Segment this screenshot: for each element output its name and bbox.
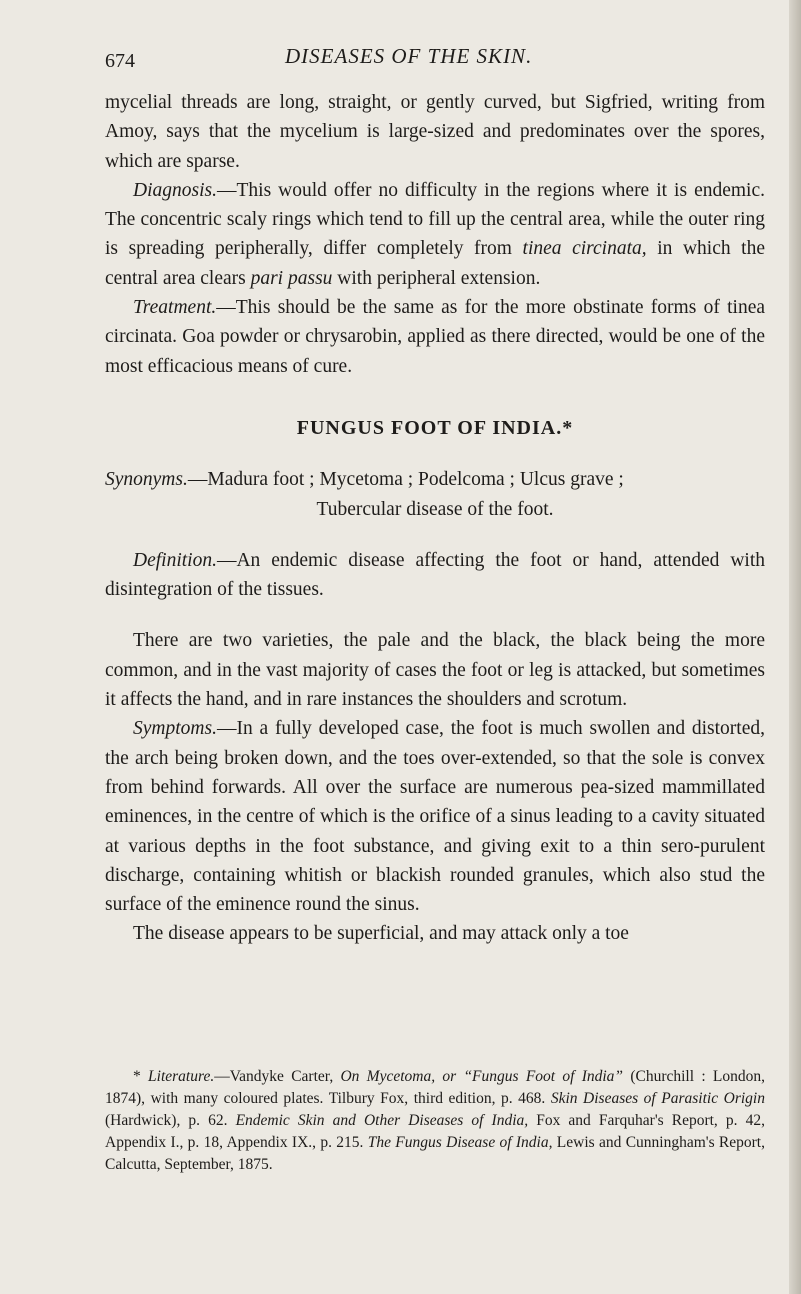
footnote-marker: * [133, 1068, 149, 1085]
footnote-title-fungus: The Fungus Disease of India, [367, 1134, 553, 1151]
definition-label: Definition. [133, 549, 217, 571]
synonyms-line [105, 465, 765, 494]
footnote-text-1: —Vandyke Carter, [214, 1068, 341, 1085]
diagnosis-text-1: —This would offer no difficulty in the regions where it is endemic. The concentric scaly rings which tend to fill up the central area, while the outer ring is spreading peripherally, differ completely from [105, 179, 765, 260]
diagnosis-pari-passu: pari passu [250, 267, 333, 289]
footnote-text-5: Lewis and Cunningham's Report, Calcutta, September, 1875. [105, 1134, 765, 1173]
diagnosis-text-3: with peripheral extension. [332, 267, 541, 289]
synonyms-text: —Madura foot ; Mycetoma ; Podelcoma ; Ulcus grave ; [187, 469, 624, 491]
closing-paragraph: The disease appears to be superficial, and may attack only a toe [133, 923, 629, 945]
page-number: 674 [105, 50, 135, 72]
synonyms-label: Synonyms. [105, 469, 188, 491]
diagnosis-label: Diagnosis. [133, 179, 217, 201]
footnote-title-carter: On Mycetoma, or “Fungus Foot of India” [340, 1068, 624, 1085]
footnote-text-4: Fox and Farquhar's Report, p. 42, Appendix I., p. 18, Appendix IX., p. 215. [105, 1112, 765, 1151]
footnote-title-endemic: Endemic Skin and Other Diseases of India, [235, 1112, 529, 1129]
symptoms-paragraph [105, 714, 765, 919]
running-title: DISEASES OF THE SKIN. [285, 44, 533, 68]
symptoms-label: Symptoms. [133, 718, 217, 740]
footnote [105, 1066, 765, 1176]
diagnosis-tinea: tinea circinata, [522, 238, 647, 260]
definition-text: —An endemic disease affecting the foot or hand, attended with disintegration of the tissues. [105, 549, 765, 601]
treatment-paragraph [105, 293, 765, 381]
page-header [105, 44, 765, 74]
synonyms-paragraph [105, 465, 765, 524]
page-edge [789, 0, 801, 1294]
footnote-title-fox: Skin Diseases of Parasitic Origin [550, 1090, 765, 1107]
definition-paragraph [105, 546, 765, 605]
synonyms-continuation: Tubercular disease of the foot. [316, 498, 554, 520]
symptoms-text: —In a fully developed case, the foot is much swollen and distorted, the arch being broken down, and the toes over-extended, so that the sole is convex from behind forwards. All over the surface are numerous pea-sized mammillated eminences, in the centre of which is the orifice of a sinus leading to a cavity situated at various depths in the foot substance, and giving exit to a thin sero-purulent discharge, containing whitish or blackish rounded granules, which also stud the surface of the eminence round the sinus. [105, 718, 765, 916]
intro-paragraph: mycelial threads are long, straight, or gently curved, but Sigfried, writing from Amoy, says that the mycelium is large-sized and predominates over the spores, which are sparse. [105, 92, 765, 172]
section-heading: FUNGUS FOOT OF INDIA.* [296, 416, 574, 439]
varieties-paragraph: There are two varieties, the pale and the black, the black being the more common, and in the vast majority of cases the foot or leg is attacked, but sometimes it affects the hand, and in rare instances the shoulders and scrotum. [105, 630, 765, 711]
treatment-text: —This should be the same as for the more obstinate forms of tinea circinata. Goa powder or chrysarobin, applied as there directed, would be one of the most efficacious means of cure. [105, 297, 765, 377]
body-text [105, 88, 765, 949]
diagnosis-paragraph [105, 176, 765, 293]
diagnosis-text-2: in which the central area clears [105, 238, 766, 289]
footnote-paragraph [105, 1066, 765, 1176]
treatment-label: Treatment. [133, 297, 217, 319]
footnote-text-3: (Hardwick), p. 62. [105, 1112, 236, 1129]
footnote-label: Literature. [148, 1068, 215, 1085]
footnote-text-2: (Churchill : London, 1874), with many coloured plates. Tilbury Fox, third edition, p. 468. [105, 1068, 765, 1107]
